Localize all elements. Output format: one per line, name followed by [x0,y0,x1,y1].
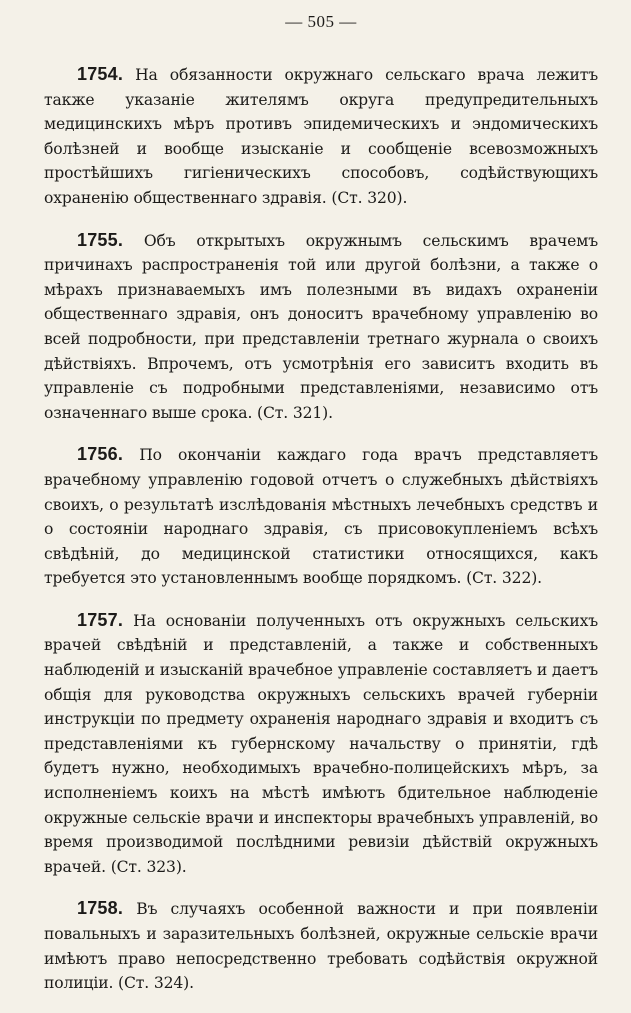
article-paragraph [44,228,598,426]
article-1756 [44,442,598,591]
article-number: 1755. [77,229,124,250]
article-text: Объ открытыхъ окружнымъ сельскимъ врачемъ причинахъ распространенія той или другой болѣзни, а также о мѣрахъ признаваемыхъ имъ полезными въ видахъ охраненіи общественнаго здравія, онъ доноситъ врачебному управленію во всей подробности, при представленіи третнаго журнала о своихъ дѣйствіяхъ. Впрочемъ, отъ усмотрѣнія его зависитъ входить въ управленіе съ подробными представленіями, независимо отъ означеннаго выше срока. (Ст. 321). [44,231,598,422]
article-number: 1754. [77,64,124,84]
article-1758 [44,896,598,995]
article-number: 1758. [77,898,124,919]
article-paragraph [44,62,598,211]
article-paragraph [44,442,598,591]
book-page [44,12,598,1013]
article-text: По окончаніи каждаго года врачъ представляетъ врачебному управленію годовой отчетъ о служебныхъ дѣйствіяхъ своихъ, о результатѣ изслѣдованія мѣстныхъ лечебныхъ средствъ и о состояніи народнаго здравія, съ присовокупленіемъ всѣхъ свѣдѣній, до медицинской статистики относящихся, какъ требуется это установленнымъ вообще порядкомъ. (Ст. 322). [44,446,598,588]
page-number: — 505 — [285,12,357,31]
article-paragraph [44,896,598,995]
article-1755 [44,228,598,426]
article-number: 1757. [77,609,124,630]
article-text: На обязанности окружнаго сельскаго врача лежитъ также указаніе жителямъ округа предупредительныхъ медицинскихъ мѣръ противъ эпидемическихъ и эндомическихъ болѣзней и вообще изысканіе и сообщеніе всевозможныхъ простѣйшихъ гигіеническихъ способовъ, содѣйствующихъ охраненію общественнаго здравія. (Ст. 320). [44,66,598,207]
article-text: На основаніи полученныхъ отъ окружныхъ сельскихъ врачей свѣдѣній и представленій, а также и собственныхъ наблюденій и изысканій врачебное управленіе составляетъ и даетъ общія для руководства окружныхъ сельскихъ врачей губерніи инструкціи по предмету охраненія народнаго здравія и входитъ съ представленіями къ губернскому начальству о принятіи, гдѣ будетъ нужно, необходимыхъ врачебно-полицейскихъ мѣръ, за исполненіемъ коихъ на мѣстѣ имѣютъ бдительное наблюденіе окружные сельскіе врачи и инспекторы врачебныхъ управленій, во время производимой послѣдними ревизіи дѣйствій окружныхъ врачей. (Ст. 323). [44,611,598,876]
article-paragraph [44,608,598,880]
article-1757 [44,608,598,880]
article-1754 [44,62,598,211]
article-number: 1756. [77,444,124,465]
article-text: Въ случаяхъ особенной важности и при появленіи повальныхъ и заразительныхъ болѣзней, окружные сельскіе врачи имѣютъ право непосредственно требовать содѣйствія окружной полиціи. (Ст. 324). [44,900,598,993]
